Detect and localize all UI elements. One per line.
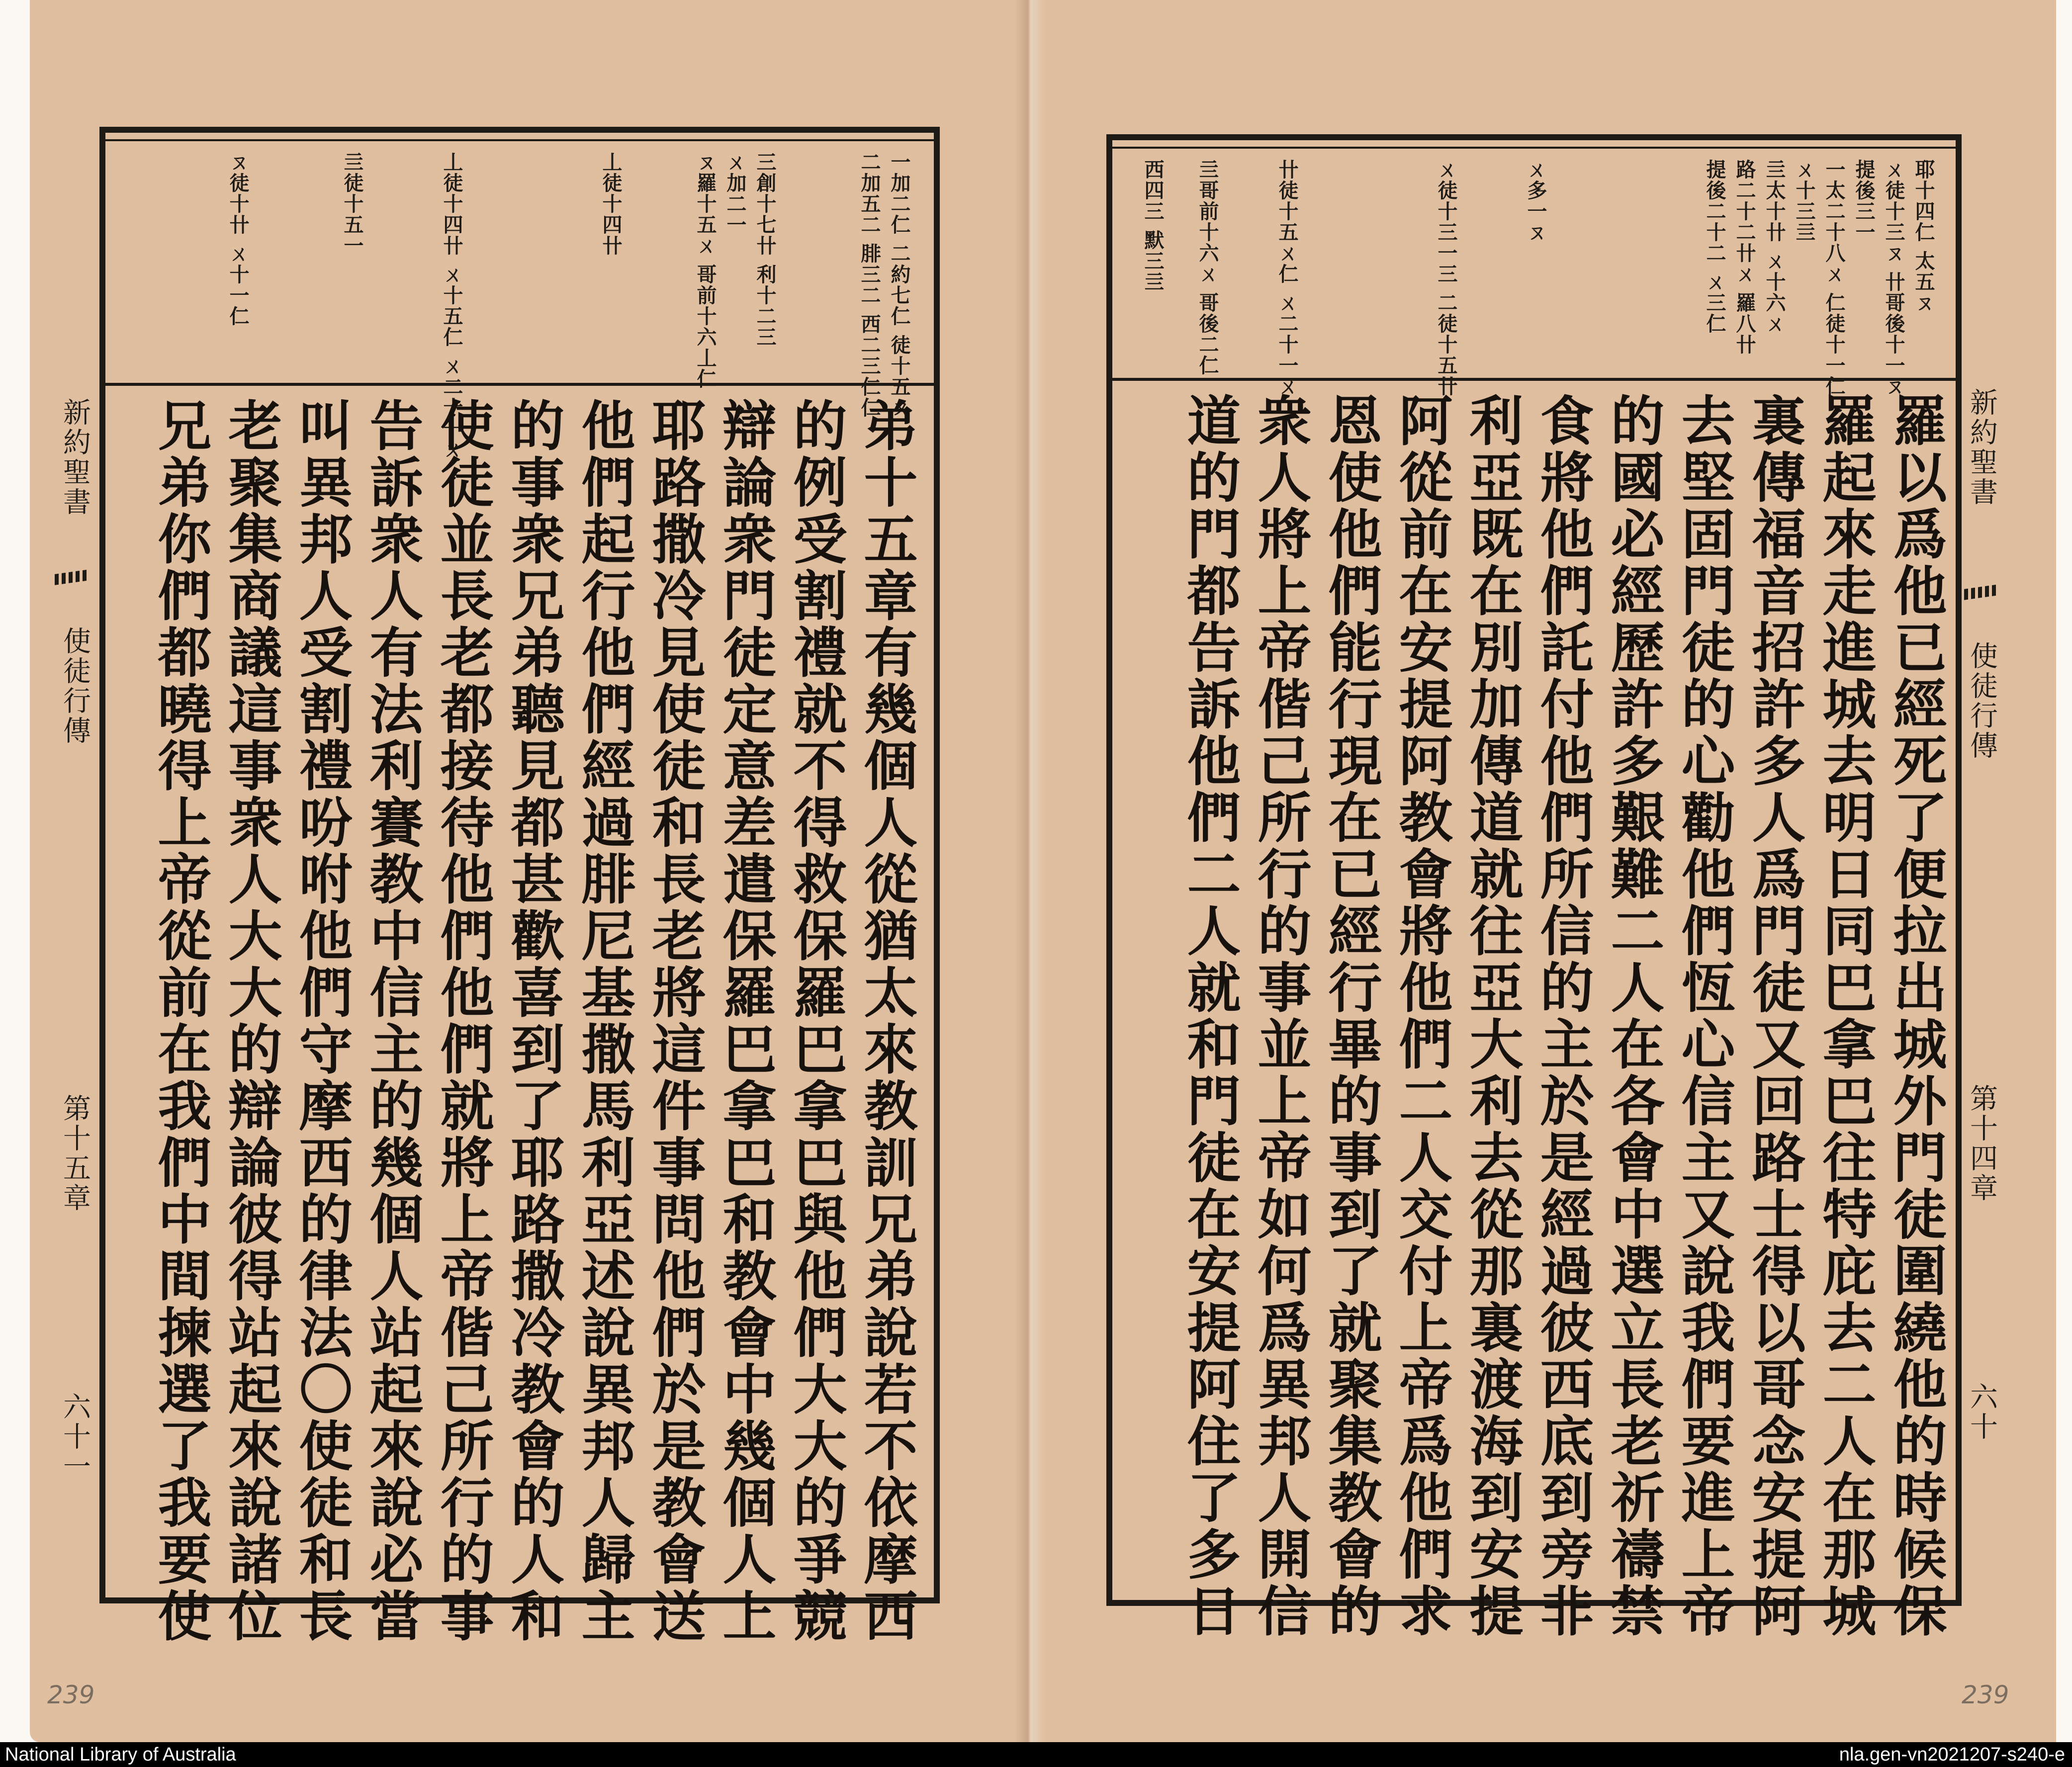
left-reference: 丄徒十四卄 — [599, 152, 623, 256]
left-text-column: 耶路撒冷見使徒和長老將這件事問他們於是教會送 — [643, 398, 706, 1645]
right-text-column: 恩使他們能行現在已經行畢的事到了就聚集教會的 — [1319, 393, 1382, 1640]
right-reference: 卄徒十五ㄨ仁 ㄨ二十一ㄨ — [1275, 159, 1299, 397]
right-reference: ㄨ十三亖 — [1793, 159, 1816, 243]
left-pencil-note: 239 — [47, 1680, 95, 1709]
right-reference: 一太二十八ㄨ 仁徒十一仁 — [1822, 159, 1846, 397]
right-reference: 亖太十卄 ㄨ十六ㄨ — [1763, 159, 1786, 334]
right-running-head-book: 新約聖書 — [1966, 388, 1998, 507]
right-text-column: 食將他們託付他們所信的主於是經過彼西底到旁非 — [1531, 393, 1594, 1640]
right-reference: 提後二十二 ㄨ三仁 — [1703, 159, 1726, 334]
right-reference: 提後三一 — [1852, 159, 1876, 243]
left-reference: 丄徒十四卄 ㄨ十五仁 ㄨ二十一ㄨ — [440, 152, 463, 460]
right-text-column: 羅以爲他已經死了便拉出城外門徒圍繞他的時候保 — [1884, 393, 1947, 1640]
left-text-column: 叫異邦人受割禮吩咐他們守摩西的律法〇使徒和長 — [290, 398, 353, 1645]
left-text-column: 辯論衆門徒定意差遣保羅巴拿巴和教會中幾個人上 — [714, 398, 776, 1645]
left-reference: ㄨ加二一 — [723, 152, 747, 235]
book-gutter — [1014, 0, 1044, 1742]
right-text-column: 去堅固門徒的心勸他們恆心信主又說我們要進上帝 — [1672, 393, 1735, 1640]
right-running-head-chapter: 第十四章 — [1966, 1084, 1998, 1203]
right-text-column: 道的門都告訴他們二人就和門徒在安提阿住了多日 — [1178, 393, 1241, 1640]
left-running-head-section: 使徒行傳 — [59, 626, 91, 746]
right-reference: 亖哥前十六ㄨ 哥後二仁 — [1196, 159, 1219, 376]
left-running-head-page-number: 六十一 — [59, 1392, 91, 1482]
footer-identifier: nla.gen-vn2021207-s240-e — [1839, 1744, 2065, 1765]
right-reference: 西四三 默三亖 — [1141, 159, 1165, 292]
footer-strip — [0, 1742, 2072, 1767]
right-running-head-section: 使徒行傳 — [1966, 641, 1998, 761]
left-reference: ㄡ徒十卄 ㄨ十一仁 — [226, 152, 250, 327]
right-top-rule — [1106, 147, 1962, 149]
left-top-rule — [99, 139, 940, 141]
left-text-column: 告訴衆人有法利賽教中信主的幾個人站起來說必當 — [360, 398, 423, 1645]
footer-library-name: National Library of Australia — [5, 1744, 236, 1765]
left-reference: 三創十七卄 利十二三 — [753, 152, 777, 348]
right-pencil-note: 239 — [1962, 1680, 2009, 1709]
right-reference: 路二十二卄ㄨ 羅八卄 — [1733, 159, 1756, 355]
left-text-column: 的事衆兄弟聽見都甚歡喜到了耶路撒冷教會的人和 — [502, 398, 564, 1645]
left-text-column: 他們起行他們經過腓尼基撒馬利亞述說異邦人歸主 — [572, 398, 635, 1645]
left-text-column: 兄弟你們都曉得上帝從前在我們中間揀選了我要使 — [149, 398, 211, 1645]
left-running-head-book: 新約聖書 — [59, 398, 91, 517]
right-text-column: 阿從前在安提阿教會將他們二人交付上帝爲他們求 — [1390, 393, 1452, 1640]
left-reference: 二加五二 腓三二 西二三仁仁 — [858, 152, 881, 418]
right-text-column: 裏傳福音招許多人爲門徒又回路士得以哥念安提阿 — [1743, 393, 1805, 1640]
right-reference: ㄨ徒十三ㄡ 卄哥後十一ㄡ — [1882, 159, 1905, 397]
right-running-head-page-number: 六十 — [1966, 1382, 1998, 1442]
right-text-column: 羅起來走進城去明日同巴拿巴往特庇去二人在那城 — [1813, 393, 1876, 1640]
right-reference: ㄨ徒十三一三 二徒十五卄 — [1435, 159, 1458, 397]
right-text-column: 的國必經歷許多艱難二人在各會中選立長老祈禱禁 — [1602, 393, 1664, 1640]
left-reference: ㄡ羅十五ㄨ 哥前十六丄仁 — [694, 152, 717, 389]
left-reference: 一加二仁 二約七仁 徒十五ㄡ — [888, 152, 911, 418]
left-text-column: 的例受割禮就不得救保羅巴拿巴與他們大大的爭競 — [784, 398, 847, 1645]
left-text-column: 弟十五章有幾個人從猶太來教訓兄弟說若不依摩西 — [855, 398, 917, 1645]
right-text-column: 衆人將上帝偕己所行的事並上帝如何爲異邦人開信 — [1249, 393, 1311, 1640]
left-reference-divider — [105, 383, 934, 386]
left-text-column: 使徒並長老都接待他們他們就將上帝偕己所行的事 — [431, 398, 494, 1645]
left-running-head-chapter: 第十五章 — [59, 1094, 91, 1213]
right-text-column: 利亞既在別加傳道就往亞大利去從那裏渡海到安提 — [1460, 393, 1523, 1640]
left-reference: 亖徒十五一 — [341, 152, 364, 256]
right-reference: 耶十四仁 太五ㄡ — [1912, 159, 1935, 313]
left-text-column: 老聚集商議這事衆人大大的辯論彼得站起來說諸位 — [219, 398, 282, 1645]
right-reference: ㄨ多一ㄡ — [1524, 159, 1547, 243]
